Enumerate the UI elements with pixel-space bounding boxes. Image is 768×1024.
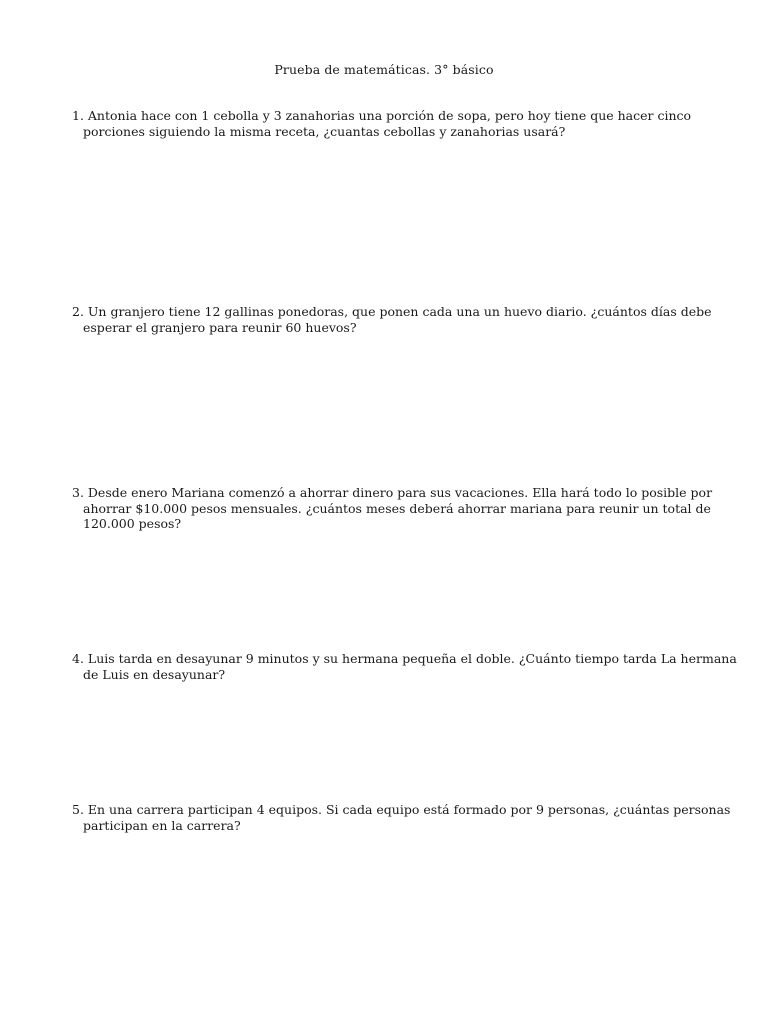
question-5-line-1: 5. En una carrera participan 4 equipos. Si cada equipo está formado por 9 personas, ¿cuántas personas (72, 802, 731, 817)
question-2 (72, 304, 712, 335)
question-3-line-1: 3. Desde enero Mariana comenzó a ahorrar dinero para sus vacaciones. Ella hará todo lo posible por (72, 485, 713, 500)
question-4-line-1: 4. Luis tarda en desayunar 9 minutos y su hermana pequeña el doble. ¿Cuánto tiempo tarda La hermana (72, 651, 737, 666)
question-3-line-2: ahorrar $10.000 pesos mensuales. ¿cuántos meses deberá ahorrar mariana para reunir un total de (83, 500, 711, 516)
question-3 (72, 485, 712, 532)
question-1-line-2: porciones siguiendo la misma receta, ¿cuantas cebollas y zanahorias usará? (83, 123, 566, 139)
question-4-line-2: de Luis en desayunar? (83, 666, 226, 682)
page-title: Prueba de matemáticas. 3° básico (274, 62, 494, 77)
question-1-line-1: 1. Antonia hace con 1 cebolla y 3 zanahorias una porción de sopa, pero hoy tiene que hacer cinco (72, 108, 692, 123)
question-2-line-1: 2. Un granjero tiene 12 gallinas ponedoras, que ponen cada una un huevo diario. ¿cuántos días debe (72, 304, 712, 319)
question-3-line-3: 120.000 pesos? (83, 516, 182, 531)
question-2-line-2: esperar el granjero para reunir 60 huevos? (83, 319, 357, 335)
question-1 (72, 108, 712, 139)
question-4 (72, 651, 737, 682)
question-5 (72, 802, 731, 833)
question-5-line-2: participan en la carrera? (83, 817, 241, 833)
